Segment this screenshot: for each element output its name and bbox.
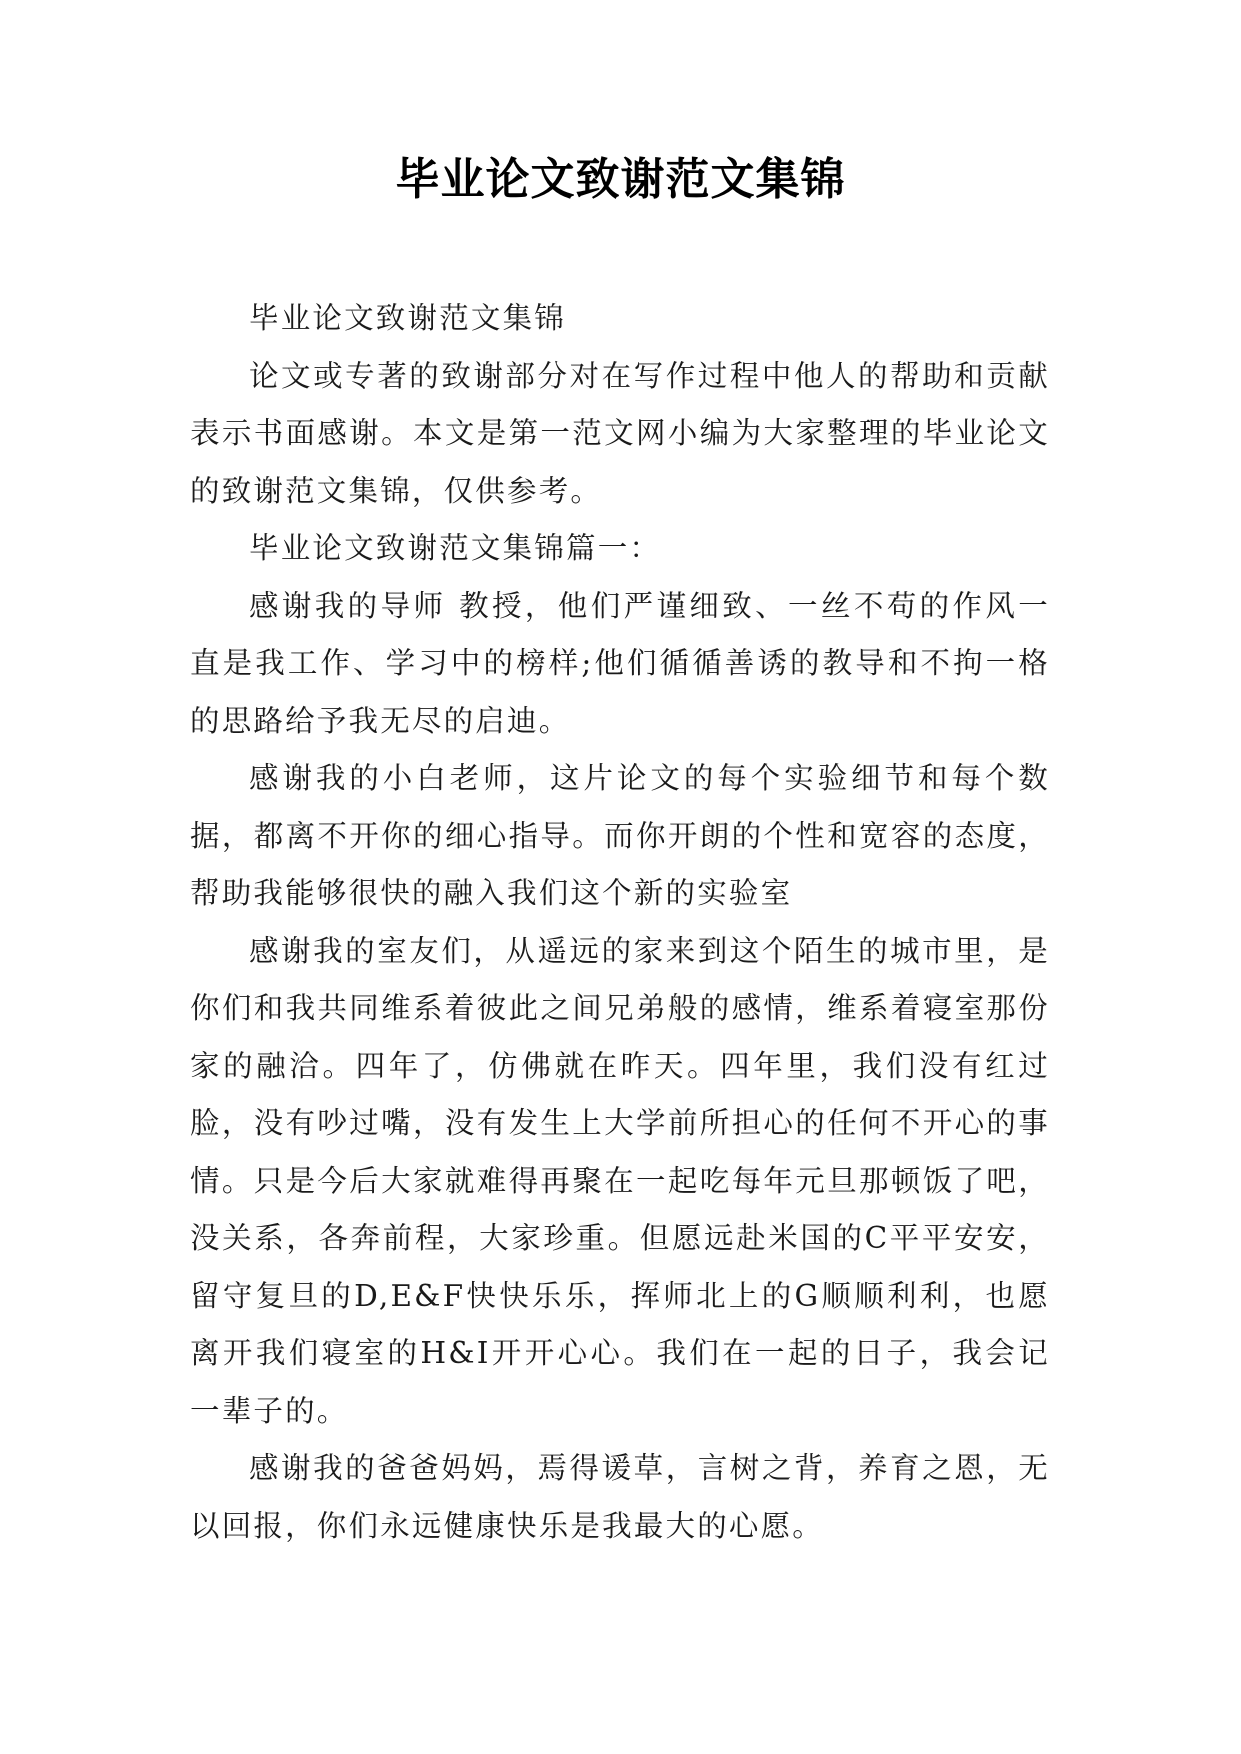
document-title: 毕业论文致谢范文集锦 xyxy=(395,154,846,205)
paragraph-thanks-advisor: 感谢我的导师 教授，他们严谨细致、一丝不苟的作风一直是我工作、学习中的榜样;他们循循善诱的教导和不拘一格的思路给予我无尽的启迪。 xyxy=(190,588,1050,738)
paragraph-intro: 论文或专著的致谢部分对在写作过程中他人的帮助和贡献表示书面感谢。本文是第一范文网小编为大家整理的毕业论文的致谢范文集锦，仅供参考。 xyxy=(190,358,1050,508)
paragraph-thanks-parents: 感谢我的爸爸妈妈，焉得谖草，言树之背，养育之恩，无以回报，你们永远健康快乐是我最大的心愿。 xyxy=(190,1451,1050,1543)
paragraph-section-title: 毕业论文致谢范文集锦篇一： xyxy=(249,531,662,565)
document-body xyxy=(190,290,1050,1555)
paragraph-heading: 毕业论文致谢范文集锦 xyxy=(249,301,567,335)
paragraph-thanks-roommates: 感谢我的室友们，从遥远的家来到这个陌生的城市里，是你们和我共同维系着彼此之间兄弟般的感情，维系着寝室那份家的融洽。四年了，仿佛就在昨天。四年里，我们没有红过脸，没有吵过嘴，没有发生上大学前所担心的任何不开心的事情。只是今后大家就难得再聚在一起吃每年元旦那顿饭了吧，没关系，各奔前程，大家珍重。但愿远赴米国的C平平安安，留守复旦的D,E&F快快乐乐，挥师北上的G顺顺利利，也愿离开我们寝室的H&I开开心心。我们在一起的日子，我会记一辈子的。 xyxy=(190,933,1050,1428)
paragraph-thanks-teacher: 感谢我的小白老师，这片论文的每个实验细节和每个数据，都离不开你的细心指导。而你开朗的个性和宽容的态度，帮助我能够很快的融入我们这个新的实验室 xyxy=(190,761,1050,910)
